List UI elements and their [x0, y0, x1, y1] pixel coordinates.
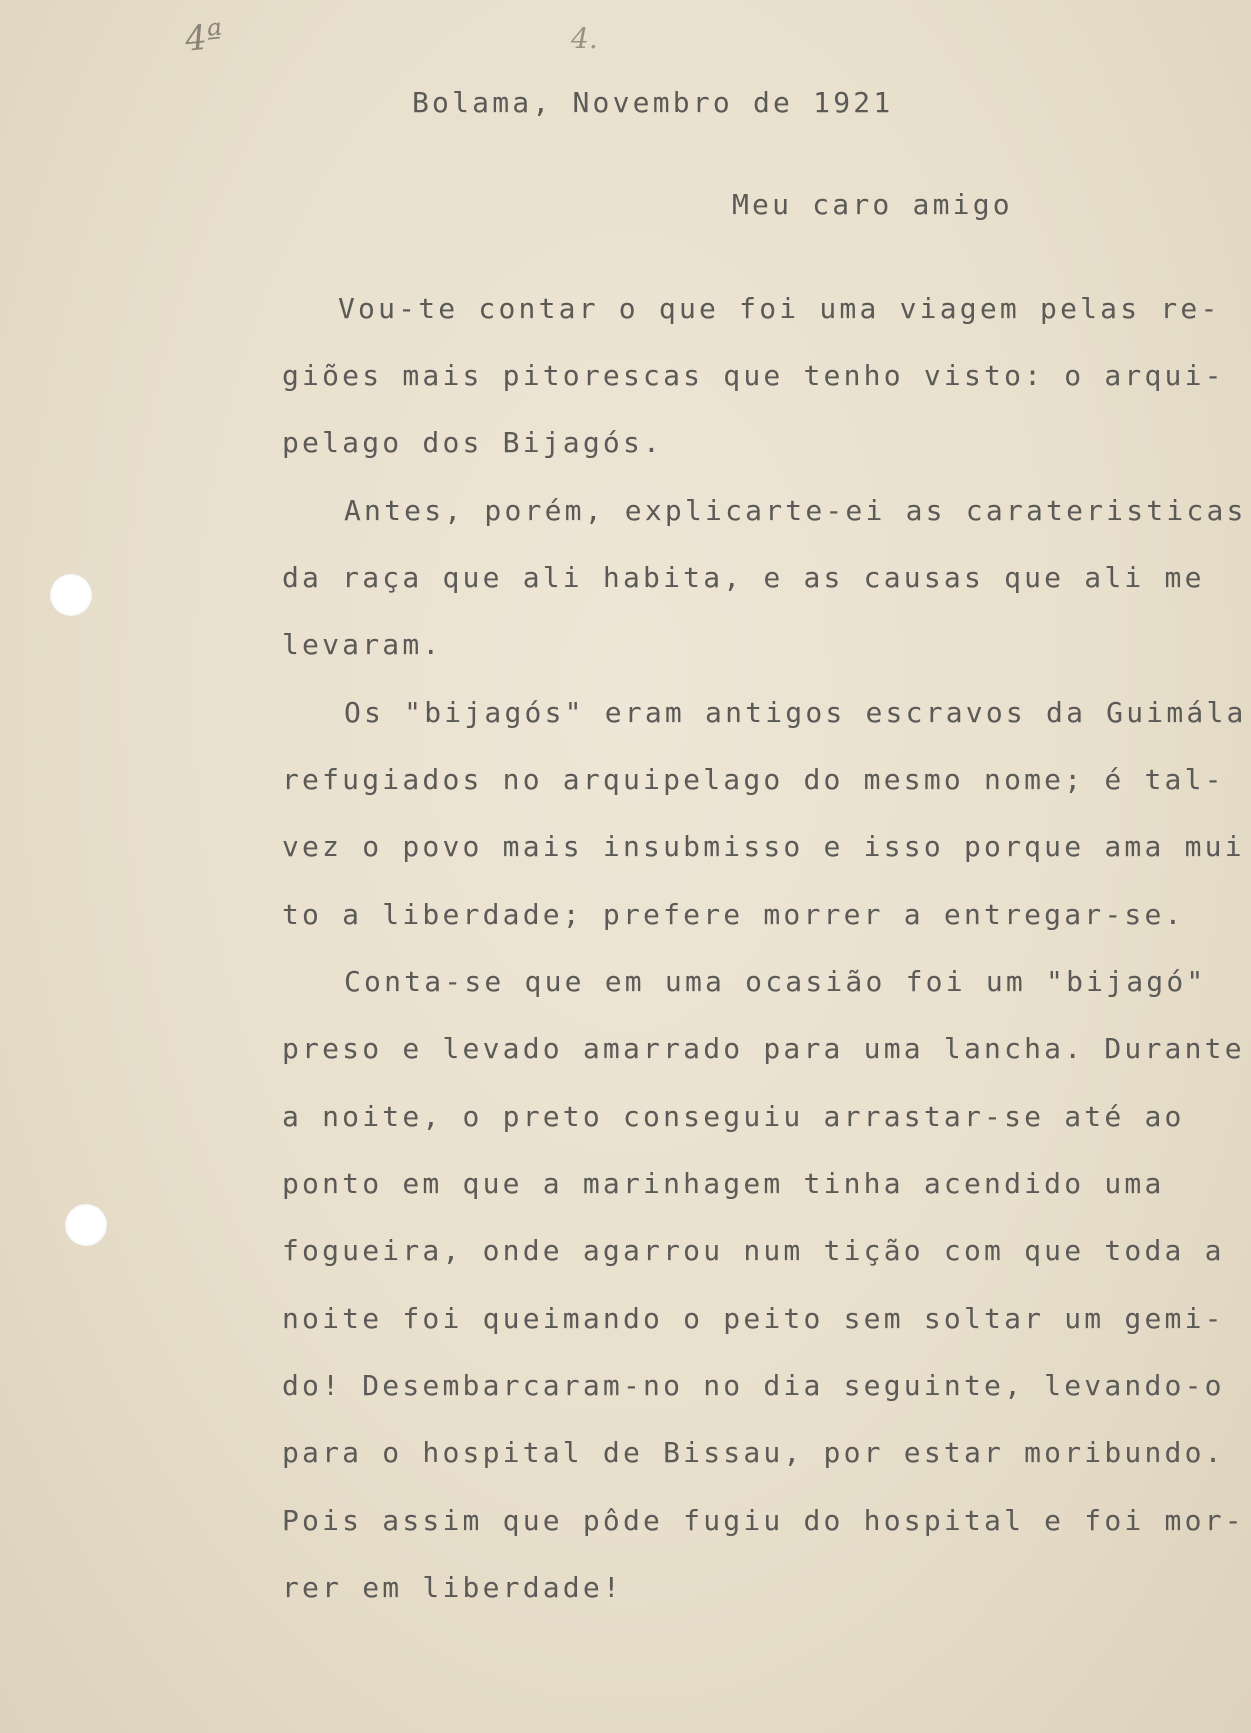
body-line: preso e levado amarrado para uma lancha. Durante [282, 1032, 1245, 1065]
page-number: 4. [571, 22, 598, 55]
body-line: Os "bijagós" eram antigos escravos da Guimála [344, 696, 1247, 729]
body-line: vez o povo mais insubmisso e isso porque ama mui [282, 830, 1245, 863]
body-line: Antes, porém, explicarte-ei as carateristicas [344, 494, 1247, 527]
body-line: pelago dos Bijagós. [282, 426, 664, 459]
body-line: levaram. [282, 628, 443, 661]
punch-hole [65, 1204, 107, 1246]
body-line: rer em liberdade! [282, 1571, 623, 1604]
body-line: Vou-te contar o que foi uma viagem pelas re- [338, 292, 1221, 325]
body-line: da raça que ali habita, e as causas que ali me [282, 561, 1205, 594]
body-line: a noite, o preto conseguiu arrastar-se até ao [282, 1100, 1185, 1133]
body-line: para o hospital de Bissau, por estar moribundo. [282, 1436, 1225, 1469]
handwritten-note: 4ª [183, 16, 225, 60]
body-line: refugiados no arquipelago do mesmo nome; é tal- [282, 763, 1225, 796]
body-line: Pois assim que pôde fugiu do hospital e foi mor- [282, 1504, 1245, 1537]
body-line: Conta-se que em uma ocasião foi um "bijagó" [344, 965, 1207, 998]
punch-hole [50, 574, 92, 616]
body-line: noite foi queimando o peito sem soltar um gemi- [282, 1302, 1225, 1335]
salutation: Meu caro amigo [732, 188, 1013, 221]
body-line: fogueira, onde agarrou num tição com que toda a [282, 1234, 1225, 1267]
place-date: Bolama, Novembro de 1921 [412, 86, 894, 119]
body-line: giões mais pitorescas que tenho visto: o arqui- [282, 359, 1225, 392]
body-line: to a liberdade; prefere morrer a entregar-se. [282, 898, 1185, 931]
body-line: ponto em que a marinhagem tinha acendido uma [282, 1167, 1165, 1200]
body-line: do! Desembarcaram-no no dia seguinte, levando-o [282, 1369, 1225, 1402]
